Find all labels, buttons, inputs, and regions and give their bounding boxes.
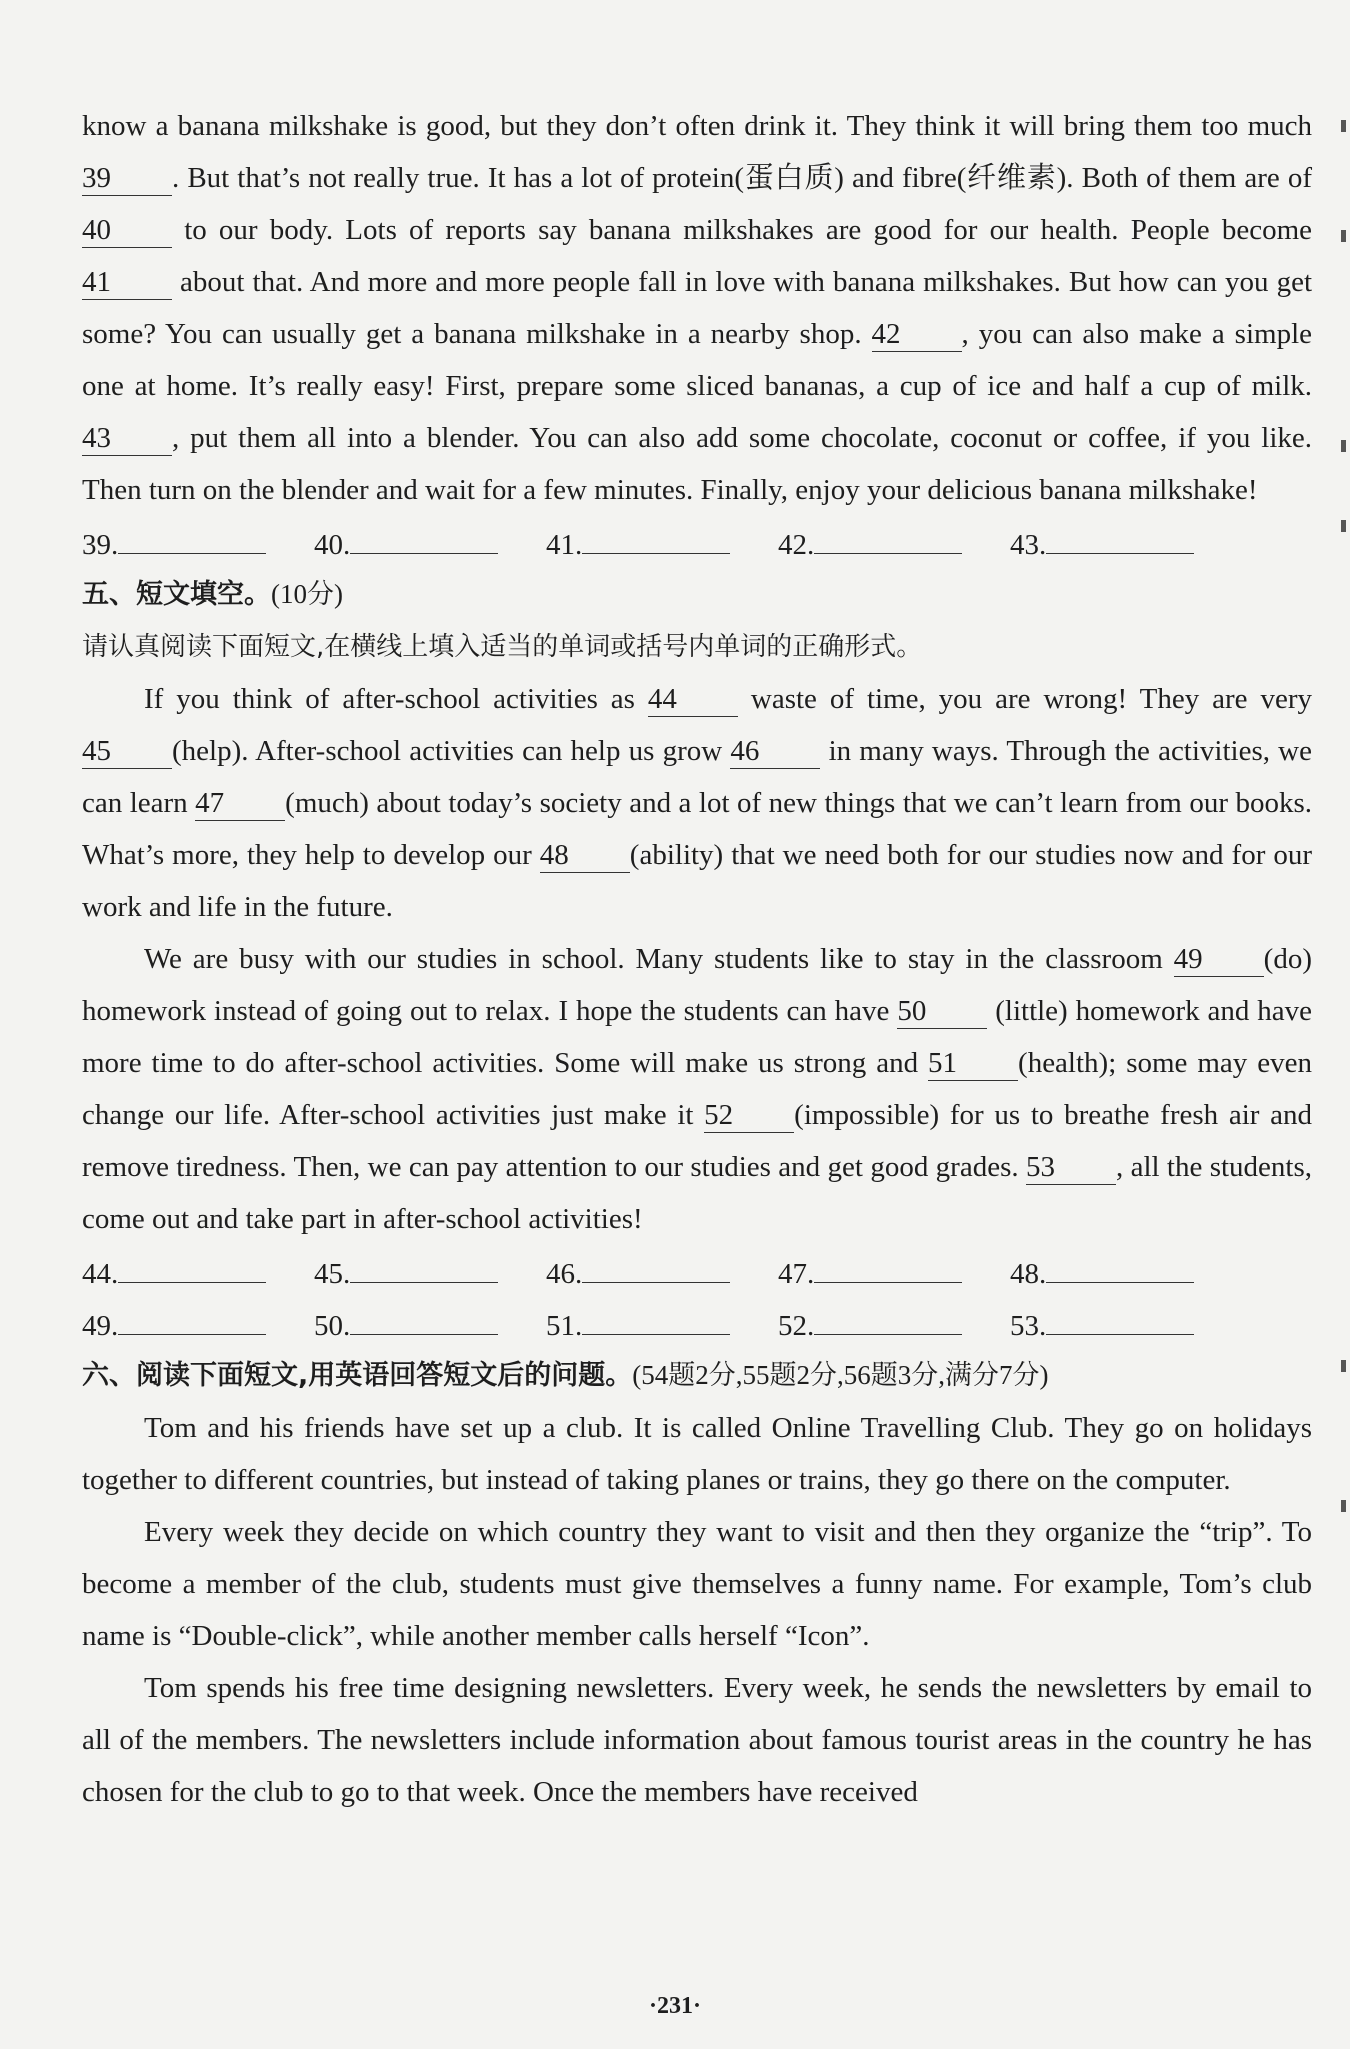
passage-text: in many ways. Through the activities, we can learn bbox=[82, 735, 1312, 819]
club-paragraph-2: Every week they decide on which country they want to visit and then they organize the “trip”. To become a member of the club, students must give themselves a funny name. For example, Tom’s club name is “Double-click”, while another member calls herself “Icon”. bbox=[82, 1516, 1312, 1652]
passage-text: , put them all into a blender. You can also add some chocolate, coconut or coffee, if you like. Then turn on the blender and wait for a few minutes. Finally, enjoy your delicious banana milkshake! bbox=[82, 422, 1312, 506]
blank-40: 40 bbox=[82, 213, 172, 248]
binding-edge-mark bbox=[1341, 520, 1346, 532]
answer-slot-42[interactable]: 42. bbox=[778, 523, 1010, 562]
passage-text: . But that’s not really true. It has a lot of protein(蛋白质) and fibre(纤维素). Both of them are of bbox=[172, 162, 1312, 194]
passage-text: (help). After-school activities can help us grow bbox=[172, 735, 723, 767]
answer-slot-52[interactable]: 52. bbox=[778, 1304, 1010, 1343]
blank-53: 53 bbox=[1026, 1150, 1116, 1185]
blank-45: 45 bbox=[82, 734, 172, 769]
milkshake-passage bbox=[82, 100, 1312, 516]
after-school-paragraph-1 bbox=[82, 673, 1312, 933]
answer-row-44-48 bbox=[82, 1245, 1312, 1297]
passage-text: (do) homework instead of going out to relax. I hope the students can have bbox=[82, 943, 1312, 1027]
page-number: ·231· bbox=[648, 1993, 701, 2019]
passage-text: waste of time, you are wrong! They are very bbox=[750, 683, 1313, 715]
section-6-score: (54题2分,55题2分,56题3分,满分7分) bbox=[632, 1360, 1049, 1390]
passage-text: If you think of after-school activities as bbox=[144, 683, 635, 715]
after-school-paragraph-2 bbox=[82, 933, 1312, 1245]
answer-slot-46[interactable]: 46. bbox=[546, 1252, 778, 1291]
blank-52: 52 bbox=[704, 1098, 794, 1133]
binding-edge-mark bbox=[1341, 120, 1346, 132]
passage-text: to our body. Lots of reports say banana milkshakes are good for our health. People become bbox=[184, 214, 1313, 246]
blank-50: 50 bbox=[897, 994, 987, 1029]
answer-slot-49[interactable]: 49. bbox=[82, 1304, 314, 1343]
club-paragraph-1: Tom and his friends have set up a club. It is called Online Travelling Club. They go on holidays together to different countries, but instead of taking planes or trains, they go there on the computer. bbox=[82, 1412, 1312, 1496]
section-5-score: (10分) bbox=[271, 579, 343, 609]
blank-43: 43 bbox=[82, 421, 172, 456]
answer-slot-40[interactable]: 40. bbox=[314, 523, 546, 562]
section-5-title: 五、短文填空。 bbox=[82, 579, 271, 610]
blank-41: 41 bbox=[82, 265, 172, 300]
answer-slot-39[interactable]: 39. bbox=[82, 523, 314, 562]
answer-slot-53[interactable]: 53. bbox=[1010, 1304, 1242, 1343]
blank-51: 51 bbox=[928, 1046, 1018, 1081]
blank-48: 48 bbox=[540, 838, 630, 873]
worksheet-page bbox=[82, 100, 1312, 1818]
section-6-title: 六、阅读下面短文,用英语回答短文后的问题。 bbox=[82, 1360, 633, 1391]
passage-text: (little) homework and have more time to do after-school activities. Some will make us strong and bbox=[82, 995, 1313, 1079]
passage-text: (impossible) for us to breathe fresh air and remove tiredness. Then, we can pay attention to our studies and get good grades. bbox=[82, 1099, 1312, 1183]
answer-slot-45[interactable]: 45. bbox=[314, 1252, 546, 1291]
answer-slot-50[interactable]: 50. bbox=[314, 1304, 546, 1343]
answer-slot-48[interactable]: 48. bbox=[1010, 1252, 1242, 1291]
answer-slot-51[interactable]: 51. bbox=[546, 1304, 778, 1343]
passage-text: , all the students, come out and take part in after-school activities! bbox=[82, 1151, 1312, 1235]
blank-46: 46 bbox=[730, 734, 820, 769]
blank-39: 39 bbox=[82, 161, 172, 196]
passage-text: (much) about today’s society and a lot of new things that we can’t learn from our books. What’s more, they help to develop our bbox=[82, 787, 1312, 871]
club-paragraph-3: Tom spends his free time designing newsletters. Every week, he sends the newsletters by email to all of the members. The newsletters include information about famous tourist areas in the country he has chosen for the club to go to that week. Once the members have received bbox=[82, 1672, 1312, 1808]
binding-edge-mark bbox=[1341, 440, 1346, 452]
passage-text: about that. And more and more people fall in love with banana milkshakes. But how can you get some? You can usually get a banana milkshake in a nearby shop. bbox=[82, 266, 1313, 350]
answer-slot-44[interactable]: 44. bbox=[82, 1252, 314, 1291]
answer-slot-41[interactable]: 41. bbox=[546, 523, 778, 562]
passage-text: We are busy with our studies in school. Many students like to stay in the classroom bbox=[144, 943, 1163, 975]
blank-47: 47 bbox=[195, 786, 285, 821]
section-5-instruction: 请认真阅读下面短文,在横线上填入适当的单词或括号内单词的正确形式。 bbox=[82, 632, 923, 662]
blank-44: 44 bbox=[648, 682, 738, 717]
blank-42: 42 bbox=[872, 317, 962, 352]
blank-49: 49 bbox=[1174, 942, 1264, 977]
binding-edge-mark bbox=[1341, 230, 1346, 242]
passage-text: , you can also make a simple one at home. It’s really easy! First, prepare some sliced bananas, a cup of ice and half a cup of milk. bbox=[82, 318, 1312, 402]
section-6-heading bbox=[82, 1349, 1312, 1402]
binding-edge-mark bbox=[1341, 1500, 1346, 1512]
section-5-heading bbox=[82, 568, 1312, 621]
answer-slot-43[interactable]: 43. bbox=[1010, 523, 1242, 562]
passage-text: (ability) that we need both for our studies now and for our work and life in the future. bbox=[82, 839, 1313, 923]
answer-slot-47[interactable]: 47. bbox=[778, 1252, 1010, 1291]
answer-row-49-53 bbox=[82, 1297, 1312, 1349]
binding-edge-mark bbox=[1341, 1360, 1346, 1372]
passage-text: (health); some may even change our life. After-school activities just make it bbox=[82, 1047, 1312, 1131]
answer-row-39-43 bbox=[82, 516, 1312, 568]
passage-text: know a banana milkshake is good, but they don’t often drink it. They think it will bring them too much bbox=[82, 110, 1312, 142]
